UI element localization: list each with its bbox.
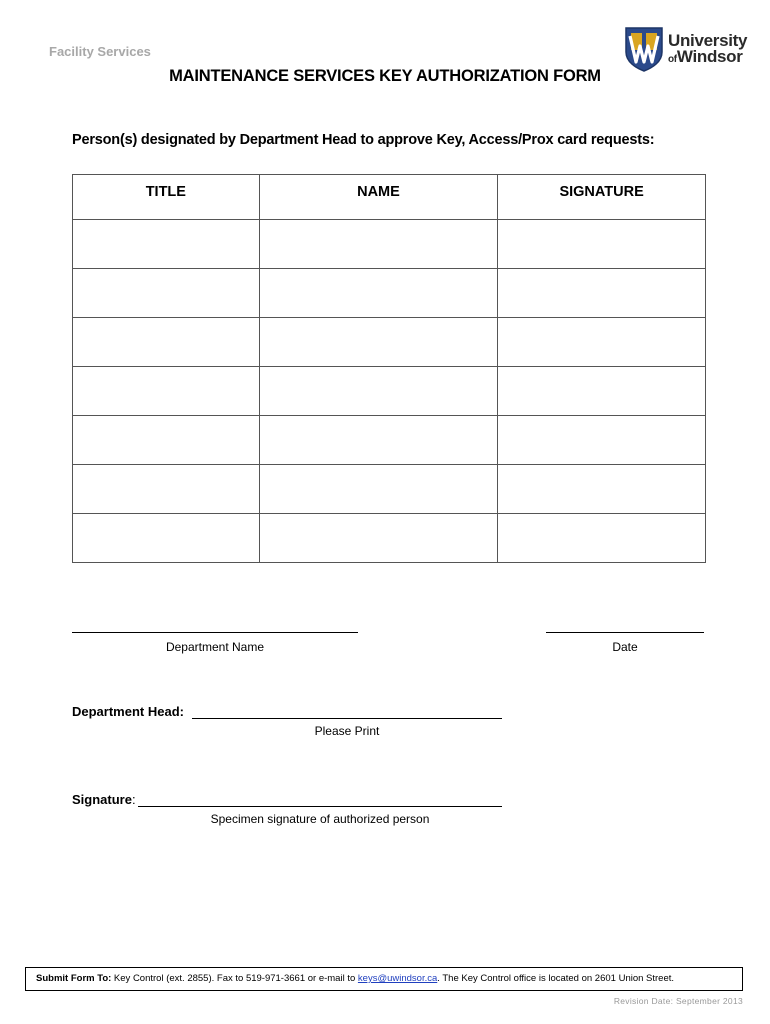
title-cell[interactable]	[73, 318, 260, 367]
signature-caption: Specimen signature of authorized person	[210, 812, 430, 826]
title-cell[interactable]	[73, 367, 260, 416]
signature-label: Signature	[72, 792, 132, 807]
column-header-signature: SIGNATURE	[498, 175, 706, 220]
submit-label: Submit Form To:	[36, 973, 112, 984]
logo-text-windsor	[668, 48, 743, 69]
signature-cell[interactable]	[498, 220, 706, 269]
signature-colon: :	[131, 792, 136, 807]
logo-text-university: University	[668, 31, 748, 50]
signature-cell[interactable]	[498, 318, 706, 367]
submit-text-after: . The Key Control office is located on 2601 Union Street.	[437, 973, 675, 984]
department-label: Facility Services	[49, 44, 151, 59]
signature-cell[interactable]	[498, 514, 706, 563]
table-row	[73, 220, 706, 269]
table-row	[73, 269, 706, 318]
logo-text-of: of	[668, 54, 677, 65]
department-head-caption: Please Print	[314, 724, 380, 738]
signature-line[interactable]	[138, 806, 502, 807]
signature-cell[interactable]	[498, 269, 706, 318]
table-row	[73, 367, 706, 416]
date-line[interactable]	[546, 632, 704, 633]
title-cell[interactable]	[73, 220, 260, 269]
title-cell[interactable]	[73, 465, 260, 514]
form-title: MAINTENANCE SERVICES KEY AUTHORIZATION FORM	[169, 67, 601, 85]
table-row	[73, 514, 706, 563]
department-name-line[interactable]	[72, 632, 358, 633]
table-row	[73, 318, 706, 367]
approvers-table	[72, 174, 706, 563]
department-name-caption: Department Name	[165, 640, 265, 654]
name-cell[interactable]	[259, 367, 498, 416]
table-row	[73, 416, 706, 465]
email-link[interactable]: keys@uwindsor.ca	[357, 973, 438, 984]
date-caption: Date	[612, 640, 638, 654]
column-header-title: TITLE	[73, 175, 260, 220]
title-cell[interactable]	[73, 416, 260, 465]
department-head-line[interactable]	[192, 718, 502, 719]
name-cell[interactable]	[259, 465, 498, 514]
department-head-label: Department Head:	[72, 704, 184, 719]
name-cell[interactable]	[259, 318, 498, 367]
title-cell[interactable]	[73, 269, 260, 318]
signature-label-wrap	[72, 792, 136, 807]
name-cell[interactable]	[259, 220, 498, 269]
title-cell[interactable]	[73, 514, 260, 563]
signature-cell[interactable]	[498, 367, 706, 416]
submit-instructions-box	[25, 967, 743, 991]
name-cell[interactable]	[259, 416, 498, 465]
shield-icon	[624, 26, 664, 72]
revision-date: Revision Date: September 2013	[613, 996, 743, 1006]
logo-text-windsor-word: Windsor	[676, 47, 743, 66]
table-header-row	[73, 175, 706, 220]
signature-cell[interactable]	[498, 416, 706, 465]
name-cell[interactable]	[259, 514, 498, 563]
submit-text-before: Key Control (ext. 2855). Fax to 519-971-3661 or e-mail to	[111, 973, 358, 984]
signature-cell[interactable]	[498, 465, 706, 514]
table-row	[73, 465, 706, 514]
intro-text: Person(s) designated by Department Head to approve Key, Access/Prox card requests:	[72, 132, 655, 148]
column-header-name: NAME	[259, 175, 498, 220]
name-cell[interactable]	[259, 269, 498, 318]
